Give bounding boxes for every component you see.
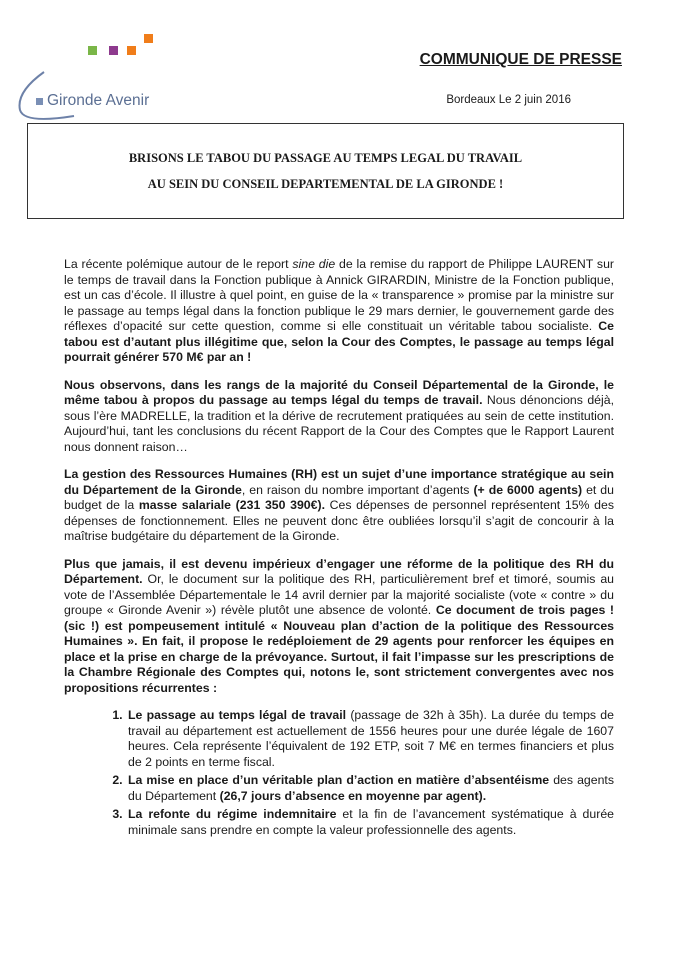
p3-bold-e: masse salariale (231 350 390€). [138,498,325,512]
proposal-2-bold: La mise en place d’un véritable plan d’action en matière d’absentéisme [128,773,550,787]
logo-square-purple-icon [109,46,118,55]
p2-text: Nous dénoncions déjà, sous l’ère MADRELLE, la tradition et la dérive de recrutement pratiquées au sein de cette institution. Aujourd’hui, tant les conclusions du récent Rapport de la Cour des Comptes que le Rapport Laurent nous donnent raison… [64,393,614,454]
p2-bold: Nous observons, dans les rangs de la majorité du Conseil Départemental de la Gironde, le même tabou à propos du passage au temps légal du temps de travail. [64,377,614,407]
release-body [64,257,614,841]
logo-name: Gironde Avenir [47,92,150,109]
paragraph-3 [64,467,614,545]
paragraph-4 [64,557,614,697]
p3-text-b: , en raison du nombre important d’agents [241,482,474,497]
list-item [126,807,614,838]
headline-line-1: BRISONS LE TABOU DU PASSAGE AU TEMPS LEGAL DU TRAVAIL [128,151,523,165]
proposal-1-bold: Le passage au temps légal de travail [128,708,347,722]
paragraph-1 [64,257,614,366]
logo-bullet-icon [36,98,43,105]
p1-bold: Ce tabou est d’autant plus illégitime que, selon la Cour des Comptes, le passage au temps légal pourrait générer 570 M€ par an ! [64,319,614,364]
proposal-3-bold: La refonte du régime indemnitaire [128,807,337,821]
p3-text-d: et du budget de la [64,482,614,512]
p4-text-b: Or, le document sur la politique des RH, particulièrement bref et timoré, soumis au vote de l’Assemblée Départementale le 14 avril dernier par la majorité socialiste (vote « contre » du groupe « Gironde Avenir ») révèle plutôt une absence de volonté. [64,572,614,617]
p3-bold-c: (+ de 6000 agents) [473,482,583,497]
p3-text-f: Ces dépenses de personnel représentent 15% des dépenses de fonctionnement. Elles ne peuvent donc être oubliées lorsqu’il s’agit de concourir à la maîtrise budgétaire du département de la Gironde. [64,498,614,543]
logo-square-orange-icon [127,46,136,55]
proposal-2-bold-2: (26,7 jours d’absence en moyenne par agent). [219,788,487,803]
headline-box [27,123,624,219]
logo-square-green-icon [88,46,97,55]
proposals-list [64,708,614,838]
p3-bold-a: La gestion des Ressources Humaines (RH) est un sujet d’une importance stratégique au sein du Département de la Gironde [64,467,614,497]
list-item [126,708,614,770]
logo-square-orange-top-icon [144,34,153,43]
p1-text-a: La récente polémique autour de le report [64,257,293,271]
proposal-3-text: et la fin de l’avancement systématique à durée minimale sans prendre en compte la valeur professionnelle des agents. [128,807,614,837]
p4-bold-a: Plus que jamais, il est devenu impérieux d’engager une réforme de la politique des RH du Département. [64,556,614,586]
paragraph-2 [64,378,614,456]
proposal-1-text: (passage de 32h à 35h). La durée du temps de travail au département est actuellement de 1556 heures pour une durée légale de 1607 heures. Cela représente l’équivalent de 192 ETP, soit 7 M€ en termes financiers et plus de 2 points en terme fiscal. [128,708,614,769]
p4-bold-c: Ce document de trois pages ! (sic !) est pompeusement intitulé « Nouveau plan d’action de la politique des Ressources Humaines ». En fait, il propose le redéploiement de 29 agents pour renforcer les équipes en place et la prise en charge de la prévoyance. Surtout, il fait l’impasse sur les prescriptions de la Chambre Régionale des Comptes qui, notons le, sont strictement convergentes avec nos propositions récurrentes : [64,603,614,695]
p1-italic: sine die [292,257,336,271]
gironde-avenir-logo [14,32,174,122]
release-date: Bordeaux Le 2 juin 2016 [446,94,571,106]
list-item [126,773,614,804]
press-release-title: COMMUNIQUE DE PRESSE [419,51,622,68]
proposal-2-text: des agents du Département [128,773,614,803]
headline-line-2: AU SEIN DU CONSEIL DEPARTEMENTAL DE LA GIRONDE ! [147,177,504,191]
p1-text-c: de la remise du rapport de Philippe LAURENT sur le temps de travail dans la Fonction publique à Annick GIRARDIN, Ministre de la Fonction publique, est un cas d’école. Il illustre à quel point, en guise de la « transparence » promise par la ministre sur le passage au temps légal dans la fonction publique le 29 mars dernier, le gouvernement garde des réflexes d’opacité sur cette question, comme si elle constituait un véritable tabou socialiste. [64,257,614,333]
